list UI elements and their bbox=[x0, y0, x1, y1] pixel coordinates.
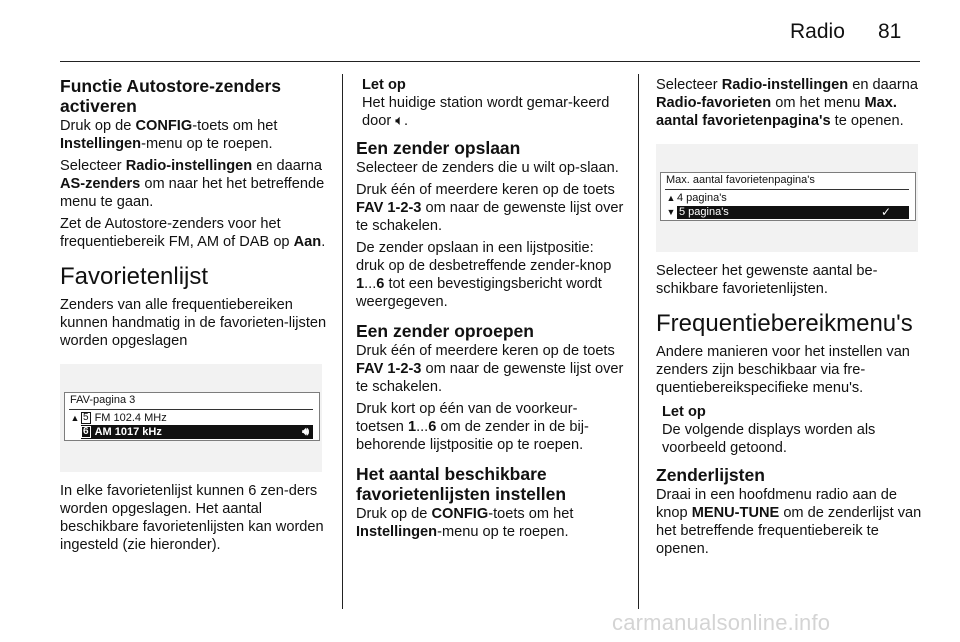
arrow-up-icon: ▲ bbox=[666, 192, 676, 203]
checkmark-icon: ✓ bbox=[880, 204, 891, 219]
note bbox=[662, 403, 922, 457]
fav-screen-rule bbox=[69, 409, 313, 410]
header-rule bbox=[60, 61, 920, 62]
paragraph: Druk kort op één van de voorkeur-toetsen 1...6 om de zender in de bij-behorende lijstpositie op te roepen. bbox=[356, 401, 589, 453]
paragraph: Druk op de CONFIG-toets om het Instellingen-menu op te roepen. bbox=[356, 506, 574, 540]
paragraph: Draai in een hoofdmenu radio aan de knop MENU-TUNE om de zenderlijst van het betreffende frequentiebereik te openen. bbox=[656, 487, 922, 557]
header-section-title: Radio bbox=[790, 20, 845, 43]
selected-highlight bbox=[677, 206, 909, 219]
paragraph: Selecteer het gewenste aantal be-schikbare favorietenlijsten. bbox=[656, 263, 878, 297]
option-text: 4 pagina's bbox=[677, 191, 727, 204]
note-text: De volgende displays worden als voorbeeld getoond. bbox=[662, 422, 876, 456]
max-pages-screen-figure bbox=[656, 144, 918, 252]
station-text: AM 1017 kHz bbox=[94, 425, 162, 438]
paragraph: De zender opslaan in een lijstpositie: druk op de desbetreffende zender-knop 1...6 tot een bevestigingsbericht wordt weergegeven. bbox=[356, 240, 612, 310]
heading-recall-station: Een zender oproepen bbox=[356, 321, 534, 341]
arrow-up-icon: ▲ bbox=[70, 412, 80, 423]
fav-screen-title: FAV-pagina 3 bbox=[70, 394, 136, 406]
column-2 bbox=[356, 76, 624, 545]
fav-screen-row bbox=[69, 411, 313, 425]
watermark: carmanualsonline.info bbox=[612, 610, 831, 635]
note-heading: Let op bbox=[362, 77, 406, 93]
station-text: FM 102.4 MHz bbox=[94, 411, 167, 424]
heading-frequency-menus: Frequentiebereikmenu's bbox=[656, 310, 913, 337]
paragraph: Druk één of meerdere keren op de toets FAV 1-2-3 om naar de gewenste lijst over te schakelen. bbox=[356, 343, 624, 395]
paragraph: Selecteer Radio-instellingen en daarna Radio-favorieten om het menu Max. aantal favorietenpagina's te openen. bbox=[656, 77, 918, 129]
paragraph: Selecteer de zenders die u wilt op-slaan. bbox=[356, 160, 619, 176]
page-number: 81 bbox=[878, 20, 902, 43]
column-1 bbox=[60, 76, 328, 558]
max-pages-screen-row-selected bbox=[665, 205, 909, 219]
fav-screen-row-selected bbox=[81, 425, 313, 439]
heading-save-station: Een zender opslaan bbox=[356, 138, 521, 158]
fav-screen bbox=[64, 392, 320, 441]
fav-screen-figure bbox=[60, 364, 322, 472]
paragraph: Andere manieren voor het instellen van zenders zijn beschikbaar via fre-quentiebereikspecifieke menu's. bbox=[656, 344, 910, 396]
max-pages-screen-title: Max. aantal favorietenpagina's bbox=[666, 174, 815, 186]
note-heading: Let op bbox=[662, 404, 706, 420]
note bbox=[362, 76, 624, 130]
paragraph: In elke favorietenlijst kunnen 6 zen-ders worden opgeslagen. Het aantal beschikbare favorietenlijsten kan worden ingesteld (zie hieronder). bbox=[60, 483, 324, 553]
heading-autostore: Functie Autostore-zenders activeren bbox=[60, 76, 282, 116]
column-divider-2 bbox=[638, 74, 639, 609]
note-text: Het huidige station wordt gemar-keerd door 🔈︎. bbox=[362, 95, 610, 129]
heading-station-lists: Zenderlijsten bbox=[656, 465, 765, 485]
speaker-icon: 🔊︎ bbox=[302, 425, 309, 438]
column-divider-1 bbox=[342, 74, 343, 609]
max-pages-screen bbox=[660, 172, 916, 221]
heading-favorietenlijst: Favorietenlijst bbox=[60, 263, 209, 290]
max-pages-screen-rule bbox=[665, 189, 909, 190]
paragraph: Druk op de CONFIG-toets om het Instellingen-menu op te roepen. bbox=[60, 118, 278, 152]
paragraph: Zet de Autostore-zenders voor het frequentiebereik FM, AM of DAB op Aan. bbox=[60, 216, 326, 250]
arrow-down-icon: ▼ bbox=[666, 206, 676, 217]
preset-number: 6 bbox=[83, 426, 89, 437]
paragraph: Selecteer Radio-instellingen en daarna AS-zenders om naar het het betreffende menu te gaan. bbox=[60, 158, 325, 210]
option-text: 5 pagina's bbox=[679, 205, 729, 218]
column-3 bbox=[656, 76, 922, 562]
paragraph: Zenders van alle frequentiebereiken kunnen handmatig in de favorieten-lijsten worden opgeslagen bbox=[60, 297, 327, 349]
speaker-icon: 🔈︎ bbox=[395, 113, 405, 129]
paragraph: Druk één of meerdere keren op de toets FAV 1-2-3 om naar de gewenste lijst over te schakelen. bbox=[356, 182, 624, 234]
max-pages-screen-row bbox=[665, 191, 909, 205]
preset-number: 5 bbox=[83, 412, 89, 423]
heading-number-of-lists: Het aantal beschikbare favorietenlijsten instellen bbox=[356, 464, 567, 504]
